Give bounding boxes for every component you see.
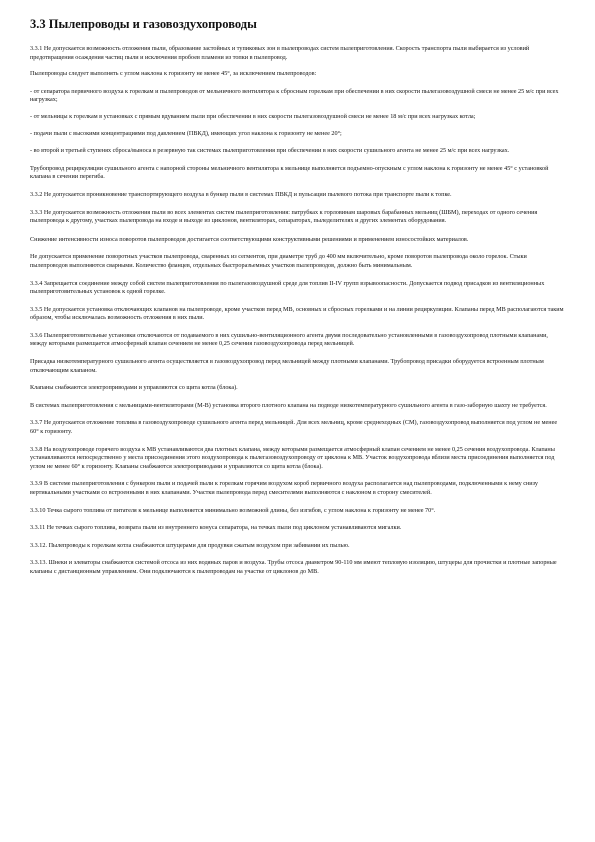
paragraph-wear: Снижение интенсивности износа поворотов пылепроводов достигается соответствующими конструктивными решениями и применением износостойких материалов. bbox=[30, 235, 469, 243]
paragraph-3-3-3: 3.3.3 Не допускается возможность отложения пыли во всех элементах систем пылеприготовления: патрубках к горловинам шаровых барабанных мельниц (ШБМ), переходах от одного сечения пылепровода к другому, участках пылепровода на входе и выходе из циклонов, вентиляторах, сепараторах, пыледелителях и других элементах оборудования. bbox=[30, 208, 538, 225]
paragraph-exception-2: - от мельницы к горелкам в установках с прямым вдуванием пыли при обеспечении в них скорости пылегазовоздушной смеси не менее 18 м/с при всех нагрузках котла; bbox=[30, 112, 476, 120]
paragraph-exception-1: - от сепаратора первичного воздуха к горелкам и пылепроводов от мельничного вентилятора к сбросным горелкам при обеспечении в них скорости пылегазовоздушной смеси не менее 25 м/с при всех нагрузках; bbox=[30, 87, 559, 104]
paragraph-3-3-4: 3.3.4 Запрещается соединение между собой систем пылеприготовления по пылегазовоздушной среде для топлив II-IV групп взрывоопасности. Допускается подвод присадков из вентиляционных пылеприготовительных установок к одной горелке. bbox=[30, 279, 545, 296]
paragraph-segments: Не допускается применение поворотных участков пылепровода, сваренных из сегментов, при диаметре труб до 400 мм включительно, кроме поворотов пылепровода около горелок. Стыки пылепроводов выполняются сварными. Количество фланцев, отдельных быстроразъемных участков пылепроводов, должно быть минимальным. bbox=[30, 253, 527, 269]
paragraph-3-3-9: 3.3.9 В системе пылеприготовления с бункером пыли и подачей пыли к горелкам горячим воздухом короб первичного воздуха располагается над пылепроводами, подключенными к нему снизу вертикальными участками со встроенными в них клапанами. Участки пылепровода перед смесителями выполняются с наклоном в сторону смесителей. bbox=[30, 480, 539, 496]
paragraph-mv-systems: В системах пылеприготовления с мельницами-вентиляторами (М-В) установка второго плотного клапана на подводе низкотемпературного сушильного агента в газо-заборную шахту не требуется. bbox=[30, 401, 547, 409]
paragraph-recirculation: Трубопровод рециркуляции сушильного агента с напорной стороны мельничного вентилятора к мельнице выполняется подъемно-опускным с углом наклона к горизонту не менее 45° с установкой клапана в сечении перегиба. bbox=[30, 164, 549, 181]
paragraph-3-3-5: 3.3.5 Не допускается установка отключающих клапанов на пылепроводе, кроме участков перед МВ, основных и сбросных горелками и на линии рециркуляции. Клапаны перед МВ располагаются таким образом, чтобы исключалась возможность отложения в них пыли. bbox=[30, 305, 564, 322]
paragraph-valves: Клапаны снабжаются электроприводами и управляются со щита котла (блока). bbox=[30, 384, 238, 392]
paragraph-3-3-1: 3.3.1 Не допускается возможность отложения пыли, образование застойных и тупиковых зон в пылепроводах систем пылеприготовления. Скорость транспорта пыли выбирается из условий предотвращения осаждения частиц пыли и исключения пробоев пламени из топки в пылепровод. bbox=[30, 45, 530, 61]
paragraph-3-3-8: 3.3.8 На воздухопроводе горячего воздуха к МВ устанавливаются два плотных клапана, между которыми размещается атмосферный клапан сечением не менее 0,25 сечения воздухопровода. Клапаны устанавливаются непосредственно у места присоединения этого воздухопровода к пылегазовоздухопроводу от циклона к МВ. Участок воздухопровода вблизи места присоединения выполняется под углом не менее 60° к горизонту. Клапаны снабжаются электроприводами и управляются со щита котла (блока). bbox=[30, 445, 555, 470]
paragraph-3-3-13: 3.3.13. Шнеки и элеваторы снабжаются системой отсоса из них водяных паров и воздуха. Трубы отсоса диаметром 90-110 мм имеют тепловую изоляцию, штуцеры для прочистки и плотные запорные клапаны с дистанционным управлением. Они подключаются к пылепроводам на участке от циклонов до МВ. bbox=[30, 559, 557, 575]
paragraph-additive: Присадка низкотемпературного сушильного агента осуществляется в газовоздухопровод перед мельницей между плотными клапанами. Трубопровод присадки оборудуется встроенным плотным отключающим клапаном. bbox=[30, 358, 544, 374]
paragraph-3-3-12: 3.3.12. Пылепроводы к горелкам котла снабжаются штуцерами для продувки сжатым воздухом при забивании их пылью. bbox=[30, 541, 350, 549]
section-heading: 3.3 Пылепроводы и газовоздухопроводы bbox=[30, 17, 257, 31]
paragraph-exception-4: - во второй и третьей ступенях сброса/выноса в резервную так системах пылеприготовления при обеспечении в них скорости сушильного агента не менее 25 м/с при всех нагрузках. bbox=[30, 147, 510, 155]
paragraph-3-3-11: 3.3.11 Не течках сырого топлива, возврата пыли из внутреннего конуса сепаратора, на течках пыли под циклоном устанавливаются мигалки. bbox=[30, 524, 402, 532]
paragraph-3-3-10: 3.3.10 Течка сырого топлива от питателя к мельнице выполняется минимально возможной длины, без изгибов, с углом наклона к горизонту не менее 70°. bbox=[30, 506, 436, 514]
paragraph-3-3-6: 3.3.6 Пылеприготовительные установки отключаются от подаваемого в них сушильно-вентиляционного агента двумя последовательно установленными в газовоздухопровод плотными клапанами, между которыми размещается атмосферный клапан сечением не менее 0,25 сечения газовоздухопровода перед мельницей. bbox=[30, 331, 548, 348]
paragraph-exception-3: - подачи пыли с высокими концентрациями под давлением (ПВКД), имеющих угол наклона к горизонту не менее 20°; bbox=[30, 129, 342, 137]
section-body bbox=[30, 45, 565, 577]
paragraph-3-3-7: 3.3.7 Не допускается отложение топлива в газовоздухопроводе сушильного агента перед мельницей. Для всех мельниц, кроме среднеходных (СМ), газовоздухопровод выполняется под углом не менее 60° к горизонту. bbox=[30, 419, 558, 436]
paragraph-slope-intro: Пылепроводы следует выполнять с углом наклона к горизонту не менее 45°, за исключением пылепроводов: bbox=[30, 70, 317, 78]
paragraph-3-3-2: 3.3.2 Не допускается проникновение транспортирующего воздуха в бункер пыли в системах ПВКД и пульсации пылевого потока при транспорте пыли к топке. bbox=[30, 190, 452, 198]
